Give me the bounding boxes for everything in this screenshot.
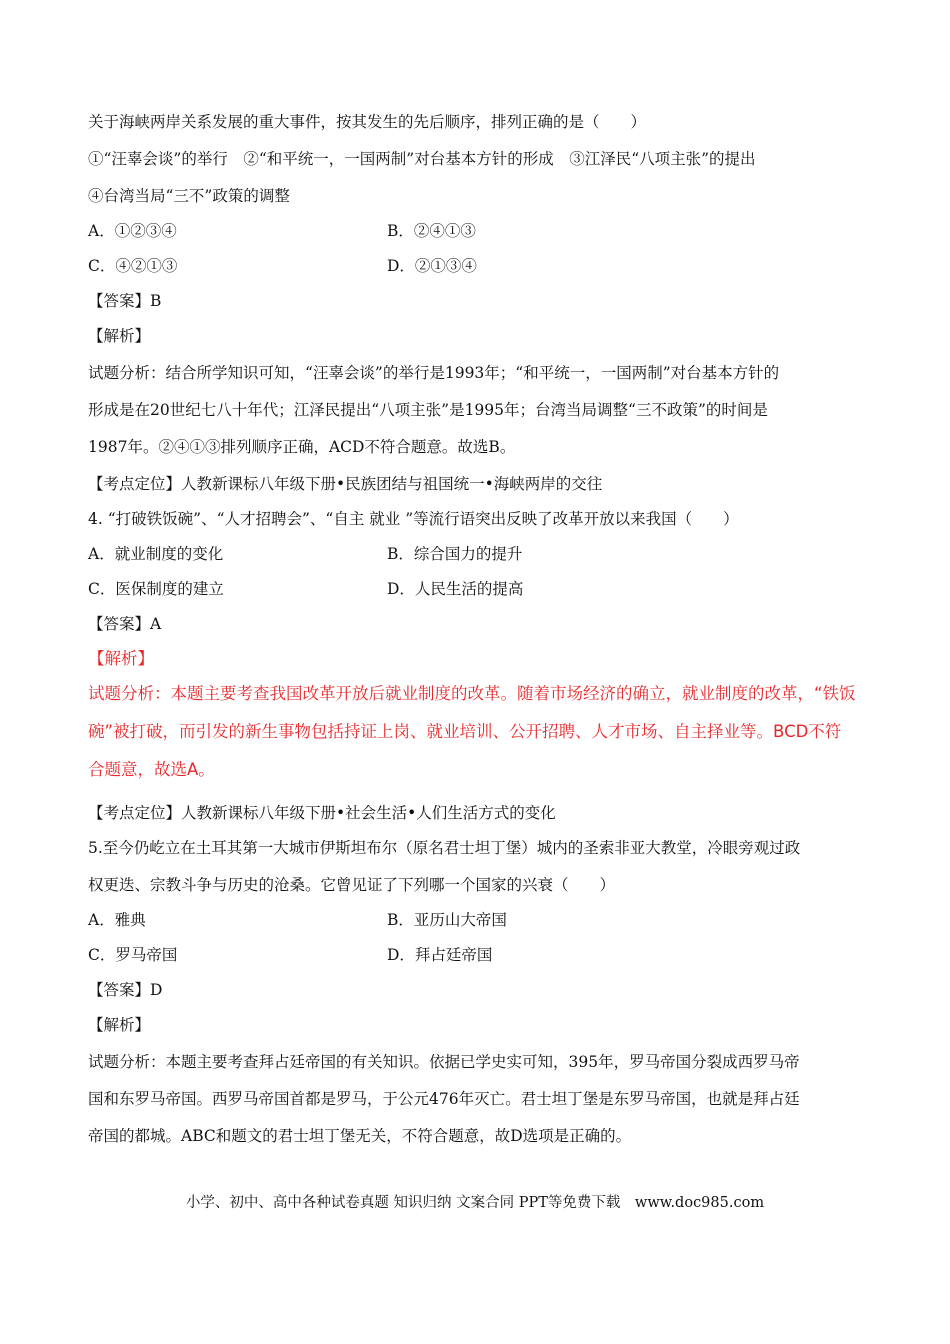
q3-analysis-line2: 形成是在20世纪七八十年代；江泽民提出“八项主张”是1995年；台湾当局调整“三不政策”的时间是 [88, 401, 768, 419]
q3-option-a: A．①②③④ [88, 222, 177, 240]
q5-analysis-label: 【解析】 [88, 1016, 151, 1034]
q5-option-a: A．雅典 [88, 911, 146, 929]
q5-answer: 【答案】D [88, 981, 163, 999]
q5-analysis-line3: 帝国的都城。ABC和题文的君士坦丁堡无关，不符合题意，故D选项是正确的。 [88, 1127, 632, 1145]
q3-options-row1 [88, 221, 868, 241]
q3-option-d: D．②①③④ [387, 257, 477, 275]
q5-analysis-line1: 试题分析：本题主要考查拜占廷帝国的有关知识。依据已学史实可知，395年，罗马帝国分裂成西罗马帝 [88, 1053, 800, 1071]
q4-option-c: C．医保制度的建立 [88, 580, 224, 598]
q5-options-row1 [88, 910, 868, 930]
q3-kaodian: 【考点定位】人教新课标八年级下册•民族团结与祖国统一•海峡两岸的交往 [88, 475, 603, 493]
q4-analysis-label: 【解析】 [88, 649, 154, 668]
q3-analysis-label: 【解析】 [88, 327, 151, 345]
q4-analysis-line2: 碗”被打破，而引发的新生事物包括持证上岗、就业培训、公开招聘、人才市场、自主择业等。BCD不符 [88, 722, 842, 741]
q3-option-c: C．④②①③ [88, 257, 178, 275]
q5-stem-line2: 权更迭、宗教斗争与历史的沧桑。它曾见证了下列哪一个国家的兴衰（ ） [88, 876, 616, 894]
q5-analysis-line2: 国和东罗马帝国。西罗马帝国首都是罗马，于公元476年灭亡。君士坦丁堡是东罗马帝国，也就是拜占廷 [88, 1090, 800, 1108]
q5-option-c: C．罗马帝国 [88, 946, 178, 964]
q4-stem: 4. “打破铁饭碗”、“人才招聘会”、“自主 就业 ”等流行语突出反映了改革开放以来我国（ ） [88, 510, 739, 528]
q3-analysis-line1: 试题分析：结合所学知识可知，“汪辜会谈”的举行是1993年；“和平统一，一国两制”对台基本方针的 [88, 364, 780, 382]
q5-option-b: B．亚历山大帝国 [387, 911, 507, 929]
q3-answer: 【答案】B [88, 292, 162, 310]
q4-answer: 【答案】A [88, 615, 162, 633]
q5-option-d: D．拜占廷帝国 [387, 946, 493, 964]
q3-items-line2: ④台湾当局“三不”政策的调整 [88, 187, 290, 205]
q4-option-a: A．就业制度的变化 [88, 545, 224, 563]
page-footer: 小学、初中、高中各种试卷真题 知识归纳 文案合同 PPT等免费下载 www.doc985.com [185, 1195, 765, 1211]
q3-options-row2 [88, 256, 868, 276]
q4-options-row1 [88, 544, 868, 564]
q3-items-line1: ①“汪辜会谈”的举行 ②“和平统一，一国两制”对台基本方针的形成 ③江泽民“八项主张”的提出 [88, 150, 756, 168]
q4-kaodian: 【考点定位】人教新课标八年级下册•社会生活•人们生活方式的变化 [88, 804, 556, 822]
q4-options-row2 [88, 579, 868, 599]
q5-stem-line1: 5.至今仍屹立在土耳其第一大城市伊斯坦布尔（原名君士坦丁堡）城内的圣索非亚大教堂，冷眼旁观过政 [88, 839, 801, 857]
q4-analysis-line3: 合题意，故选A。 [88, 760, 215, 779]
q3-stem: 关于海峡两岸关系发展的重大事件，按其发生的先后顺序，排列正确的是（ ） [88, 113, 647, 131]
document-page [88, 112, 868, 1146]
q4-analysis-line1: 试题分析：本题主要考查我国改革开放后就业制度的改革。随着市场经济的确立，就业制度的改革，“铁饭 [88, 684, 856, 703]
q3-option-b: B．②④①③ [387, 222, 476, 240]
q4-option-b: B．综合国力的提升 [387, 545, 523, 563]
q4-analysis [88, 675, 868, 789]
q3-analysis-line3: 1987年。②④①③排列顺序正确，ACD不符合题意。故选B。 [88, 438, 516, 456]
q5-options-row2 [88, 945, 868, 965]
q4-option-d: D．人民生活的提高 [387, 580, 524, 598]
